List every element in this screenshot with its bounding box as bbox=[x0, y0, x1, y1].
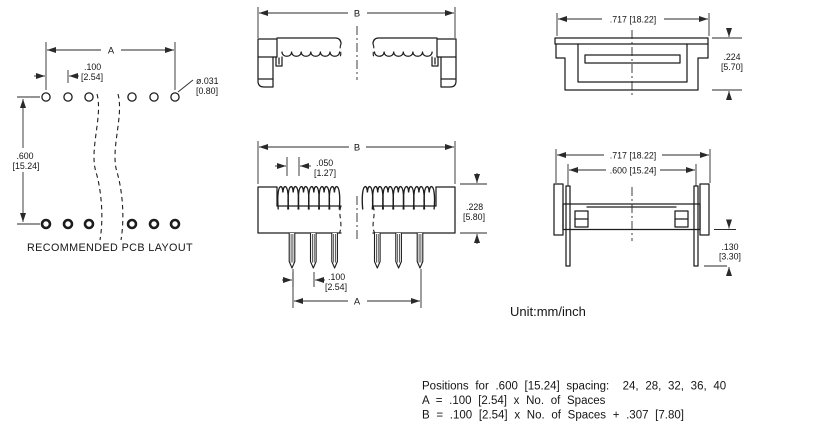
end-view-height-mm: [5.70] bbox=[720, 62, 744, 72]
pcb-break-curve bbox=[94, 94, 102, 240]
pcb-break-curve bbox=[115, 94, 123, 240]
pcb-layout-title: RECOMMENDED PCB LAYOUT bbox=[27, 242, 193, 254]
pin bbox=[396, 233, 402, 268]
connector-front-view bbox=[258, 141, 487, 308]
side-view-inner-width-dim: .600 [15.24] bbox=[609, 165, 657, 176]
body-height-inch: .228 bbox=[466, 202, 484, 212]
side-view-right-plate bbox=[700, 184, 709, 235]
pin bbox=[417, 233, 423, 268]
end-view-width-dim: .717 [18.22] bbox=[609, 14, 657, 25]
side-view-left-pin bbox=[566, 186, 570, 266]
connector-end-view bbox=[555, 13, 743, 100]
side-view-left-plate bbox=[554, 184, 563, 235]
pcb-hole-dia-inch: ø.031 bbox=[196, 76, 219, 86]
end-view-slot bbox=[585, 55, 680, 63]
note-formula-a: A = .100 [2.54] x No. of Spaces bbox=[422, 395, 606, 407]
note-positions: Positions for .600 [15.24] spacing: 24, 28, 32, 36, 40 bbox=[422, 380, 727, 393]
pin-pitch-mm: [2.54] bbox=[325, 282, 348, 292]
pin bbox=[332, 233, 338, 268]
side-view-body bbox=[563, 204, 700, 230]
side-view-width-dim: .717 [18.22] bbox=[609, 150, 657, 161]
standoff-height-mm: [3.30] bbox=[718, 251, 742, 262]
front-view-dim-a-label: A bbox=[353, 295, 361, 307]
top-view-left-latch bbox=[258, 39, 277, 57]
top-view-right-latch bbox=[437, 39, 456, 57]
contact-pitch-mm: [1.27] bbox=[314, 168, 337, 178]
pin-pitch-inch: .100 bbox=[328, 272, 346, 282]
pcb-dim-a-label: A bbox=[107, 44, 115, 56]
top-view-dim-b-label: B bbox=[353, 7, 361, 19]
pcb-hole-dia-mm: [0.80] bbox=[196, 86, 219, 96]
pcb-hole-row-bottom bbox=[42, 220, 179, 228]
pcb-layout-view bbox=[13, 42, 219, 254]
pcb-row-spacing-inch: .600 bbox=[16, 151, 34, 161]
pin bbox=[289, 233, 295, 268]
connector-top-view bbox=[258, 7, 456, 87]
end-view-flange bbox=[555, 38, 708, 44]
pcb-pitch-inch: .100 bbox=[84, 62, 102, 72]
note-formula-b: B = .100 [2.54] x No. of Spaces + .307 [7.80] bbox=[422, 409, 684, 422]
body-height-mm: [5.80] bbox=[463, 212, 486, 222]
notes-block bbox=[422, 381, 726, 422]
pin bbox=[311, 233, 317, 268]
side-view-right-pin bbox=[694, 186, 698, 266]
end-view-height-inch: .224 bbox=[723, 52, 741, 62]
standoff-height-inch: .130 bbox=[721, 242, 739, 252]
pcb-hole-row-top bbox=[42, 93, 179, 101]
units-note: Unit:mm/inch bbox=[510, 304, 586, 319]
strain-relief-scallops bbox=[282, 52, 340, 56]
connector-side-view bbox=[554, 149, 741, 274]
pcb-pitch-mm: [2.54] bbox=[81, 72, 104, 82]
front-view-dim-b-label: B bbox=[353, 141, 361, 153]
contact-pitch-inch: .050 bbox=[316, 158, 334, 168]
pcb-row-spacing-mm: [15.24] bbox=[12, 161, 40, 171]
pin bbox=[375, 233, 381, 268]
